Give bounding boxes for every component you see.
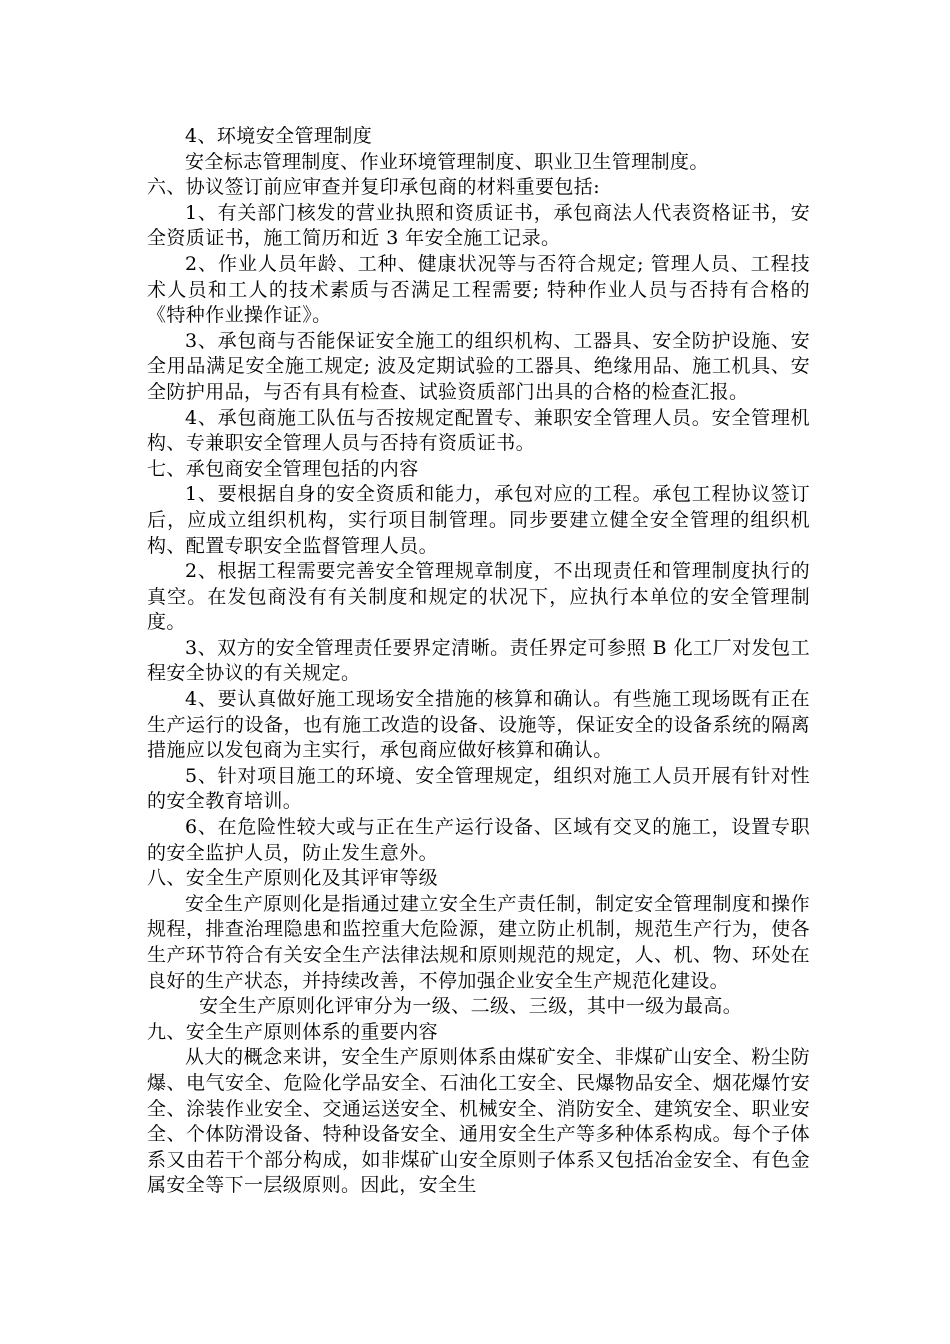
paragraph-7-1: 1、要根据自身的安全资质和能力，承包对应的工程。承包工程协议签订后，应成立组织机构，实行项目制管理。同步要建立健全安全管理的组织机构、配置专职安全监督管理人员。 [147,483,810,557]
document-body [147,124,810,1199]
paragraph-env-safety-body: 安全标志管理制度、作业环境管理制度、职业卫生管理制度。 [185,150,709,173]
paragraph-6-4: 4、承包商施工队伍与否按规定配置专、兼职安全管理人员。安全管理机构、专兼职安全管理人员与否持有资质证书。 [147,406,810,455]
paragraph-7-6: 6、在危险性较大或与正在生产运行设备、区域有交叉的施工，设置专职的安全监护人员，防止发生意外。 [147,816,810,864]
section-heading-9: 九、安全生产原则体系的重要内容 [147,1020,439,1043]
paragraph-7-3: 3、双方的安全管理责任要界定清晰。责任界定可参照 B 化工厂对发包工程安全协议的有关规定。 [147,636,810,685]
section-heading-6: 六、协议签订前应审查并复印承包商的材料重要包括: [147,176,601,199]
section-heading-7: 七、承包商安全管理包括的内容 [147,457,419,480]
section-heading-8: 八、安全生产原则化及其评审等级 [147,867,439,890]
paragraph-6-3: 3、承包商与否能保证安全施工的组织机构、工器具、安全防护设施、安全用品满足安全施工规定; 波及定期试验的工器具、绝缘用品、施工机具、安全防护用品，与否有具有检查、试验资质部门出具的合格的检查汇报。 [147,329,810,403]
paragraph-7-5: 5、针对项目施工的环境、安全管理规定，组织对施工人员开展有针对性的安全教育培训。 [147,764,810,813]
paragraph-9-body: 从大的概念来讲，安全生产原则体系由煤矿安全、非煤矿山安全、粉尘防爆、电气安全、危险化学品安全、石油化工安全、民爆物品安全、烟花爆竹安全、涂装作业安全、交通运送安全、机械安全、消防安全、建筑安全、职业安全、个体防滑设备、特种设备安全、通用安全生产等多种体系构成。每个子体系又由若干个部分构成，如非煤矿山安全原则子体系又包括冶金安全、有色金属安全等下一层级原则。因此，安全生 [147,1046,810,1197]
paragraph-6-2: 2、作业人员年龄、工种、健康状况等与否符合规定; 管理人员、工程技术人员和工人的技术素质与否满足工程需要; 特种作业人员与否持有合格的《特种作业操作证》。 [147,252,810,327]
paragraph-env-safety-title: 4、环境安全管理制度 [185,125,373,147]
paragraph-7-2: 2、根据工程需要完善安全管理规章制度，不出现责任和管理制度执行的真空。在发包商没有有关制度和规定的状况下，应执行本单位的安全管理制度。 [147,560,810,634]
paragraph-7-4: 4、要认真做好施工现场安全措施的核算和确认。有些施工现场既有正在生产运行的设备，也有施工改造的设备、设施等，保证安全的设备系统的隔离措施应以发包商为主实行，承包商应做好核算和确认。 [147,688,810,762]
paragraph-6-1: 1、有关部门核发的营业执照和资质证书，承包商法人代表资格证书，安全资质证书，施工简历和近 3 年安全施工记录。 [147,201,810,250]
paragraph-8-definition: 安全生产原则化是指通过建立安全生产责任制，制定安全管理制度和操作规程，排查治理隐患和监控重大危险源，建立防止机制，规范生产行为，使各生产环节符合有关安全生产法律法规和原则规范的规定，人、机、物、环处在良好的生产状态，并持续改善，不停加强企业安全生产规范化建设。 [147,892,810,992]
paragraph-8-levels: 安全生产原则化评审分为一级、二级、三级，其中一级为最高。 [199,995,743,1018]
